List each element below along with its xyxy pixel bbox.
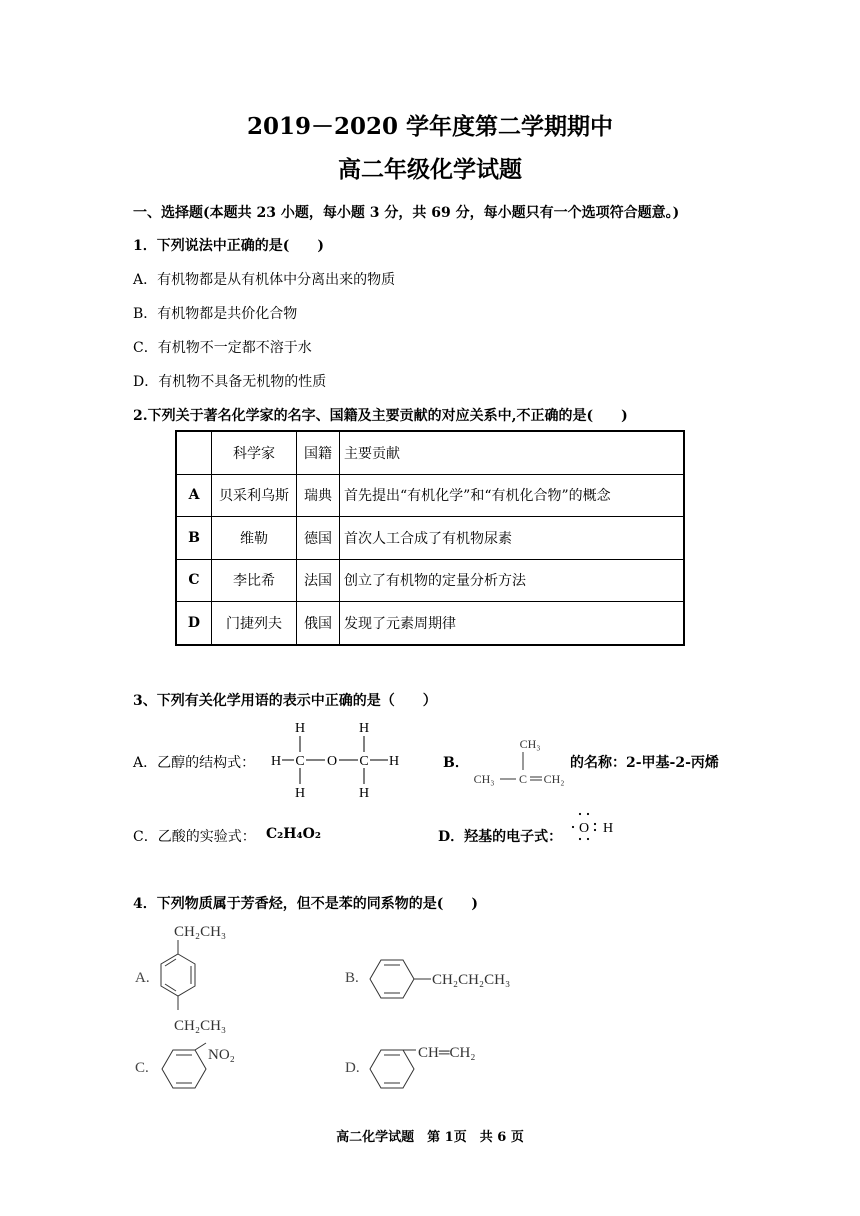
table-header-cell: 科学家: [212, 431, 297, 474]
q1-stem: 1．下列说法中正确的是( ): [133, 238, 324, 254]
atom-c: C: [295, 754, 305, 769]
table-row: [176, 602, 684, 645]
table-header-cell: 主要贡献: [340, 431, 685, 474]
table-cell: C: [176, 559, 212, 602]
table-cell: 法国: [297, 559, 340, 602]
atom-h: H: [270, 754, 282, 769]
table-cell: 李比希: [212, 559, 297, 602]
table-cell: 门捷列夫: [212, 602, 297, 645]
atom-h: H: [388, 754, 400, 769]
table-cell: D: [176, 602, 212, 645]
q3-option-c-label: C．乙酸的实验式：: [133, 829, 256, 845]
substituent-ethyl-top: CH₂CH₃: [174, 924, 227, 940]
atom-h: H: [294, 721, 306, 736]
q4-option-d-label: D.: [345, 1060, 360, 1076]
q3-option-a-label: A．乙醇的结构式：: [133, 755, 256, 771]
atom-h: H: [358, 721, 370, 736]
table-header-cell: 国籍: [297, 431, 340, 474]
table-cell: 首次人工合成了有机物尿素: [340, 517, 685, 560]
q1-option-a: A．有机物都是从有机体中分离出来的物质: [133, 272, 396, 288]
methylpropene-structure: [468, 734, 568, 790]
nitrobenzene: [160, 1043, 250, 1091]
table-header-cell: [176, 431, 212, 474]
group-ch3-left: CH₃: [473, 772, 495, 786]
q4-option-a-label: A.: [135, 970, 150, 986]
table-cell: 发现了元素周期律: [340, 602, 685, 645]
p-diethylbenzene: [150, 920, 260, 1040]
atom-o: O: [578, 821, 590, 836]
q4-stem: 4．下列物质属于芳香烃，但不是苯的同系物的是( ): [133, 896, 478, 912]
exam-title-line2: 高二年级化学试题: [338, 156, 522, 183]
table-header-row: [176, 431, 684, 474]
q3-option-d-label: D．羟基的电子式：: [438, 829, 563, 845]
q3-option-b-suffix: 的名称：2-甲基-2-丙烯: [570, 755, 719, 771]
table-cell: B: [176, 517, 212, 560]
hydroxyl-electron-dot: [570, 810, 620, 842]
atom-c: C: [359, 754, 369, 769]
q3-stem: 3、下列有关化学用语的表示中正确的是（ ）: [133, 693, 437, 709]
q3-option-b-label: B．: [443, 755, 469, 771]
q1-option-d: D．有机物不具备无机物的性质: [133, 374, 327, 390]
group-ch2-right: CH₂: [543, 772, 565, 786]
q3-option-c-formula: C₂H₄O₂: [266, 826, 321, 842]
table-cell: A: [176, 474, 212, 517]
q1-option-c: C．有机物不一定都不溶于水: [133, 340, 312, 356]
atom-o: O: [326, 754, 338, 769]
section-heading: 一、选择题(本题共 23 小题，每小题 3 分，共 69 分，每小题只有一个选项符合题意。): [133, 205, 680, 221]
atom-h: H: [602, 821, 614, 836]
atom-c-center: C: [518, 772, 528, 786]
substituent-propyl: CH₂CH₂CH₃: [432, 972, 511, 988]
page-footer: 高二化学试题 第 1页 共 6 页: [336, 1130, 524, 1145]
atom-h: H: [294, 786, 306, 801]
table-cell: 创立了有机物的定量分析方法: [340, 559, 685, 602]
atom-h: H: [358, 786, 370, 801]
ethanol-structural-formula: [268, 716, 408, 802]
table-cell: 维勒: [212, 517, 297, 560]
q4-option-b-label: B.: [345, 970, 359, 986]
scientist-table: [175, 430, 685, 646]
q1-option-b: B．有机物都是共价化合物: [133, 306, 298, 322]
exam-title-line1: 2019－2020 学年度第二学期期中: [246, 113, 614, 140]
substituent-nitro: NO₂: [208, 1047, 235, 1063]
table-cell: 俄国: [297, 602, 340, 645]
table-row: [176, 517, 684, 560]
substituent-ethyl-bottom: CH₂CH₃: [174, 1018, 227, 1034]
substituent-vinyl: CH═CH₂: [418, 1045, 476, 1061]
table-row: [176, 474, 684, 517]
q2-stem: 2.下列关于著名化学家的名字、国籍及主要贡献的对应关系中,不正确的是( ): [133, 408, 628, 424]
table-cell: 德国: [297, 517, 340, 560]
propylbenzene: [365, 955, 535, 1003]
table-cell: 首先提出“有机化学”和“有机化合物”的概念: [340, 474, 685, 517]
table-cell: 瑞典: [297, 474, 340, 517]
table-row: [176, 559, 684, 602]
q4-option-c-label: C.: [135, 1060, 149, 1076]
styrene: [368, 1043, 508, 1091]
group-ch3-top: CH₃: [519, 737, 541, 751]
table-cell: 贝采利乌斯: [212, 474, 297, 517]
